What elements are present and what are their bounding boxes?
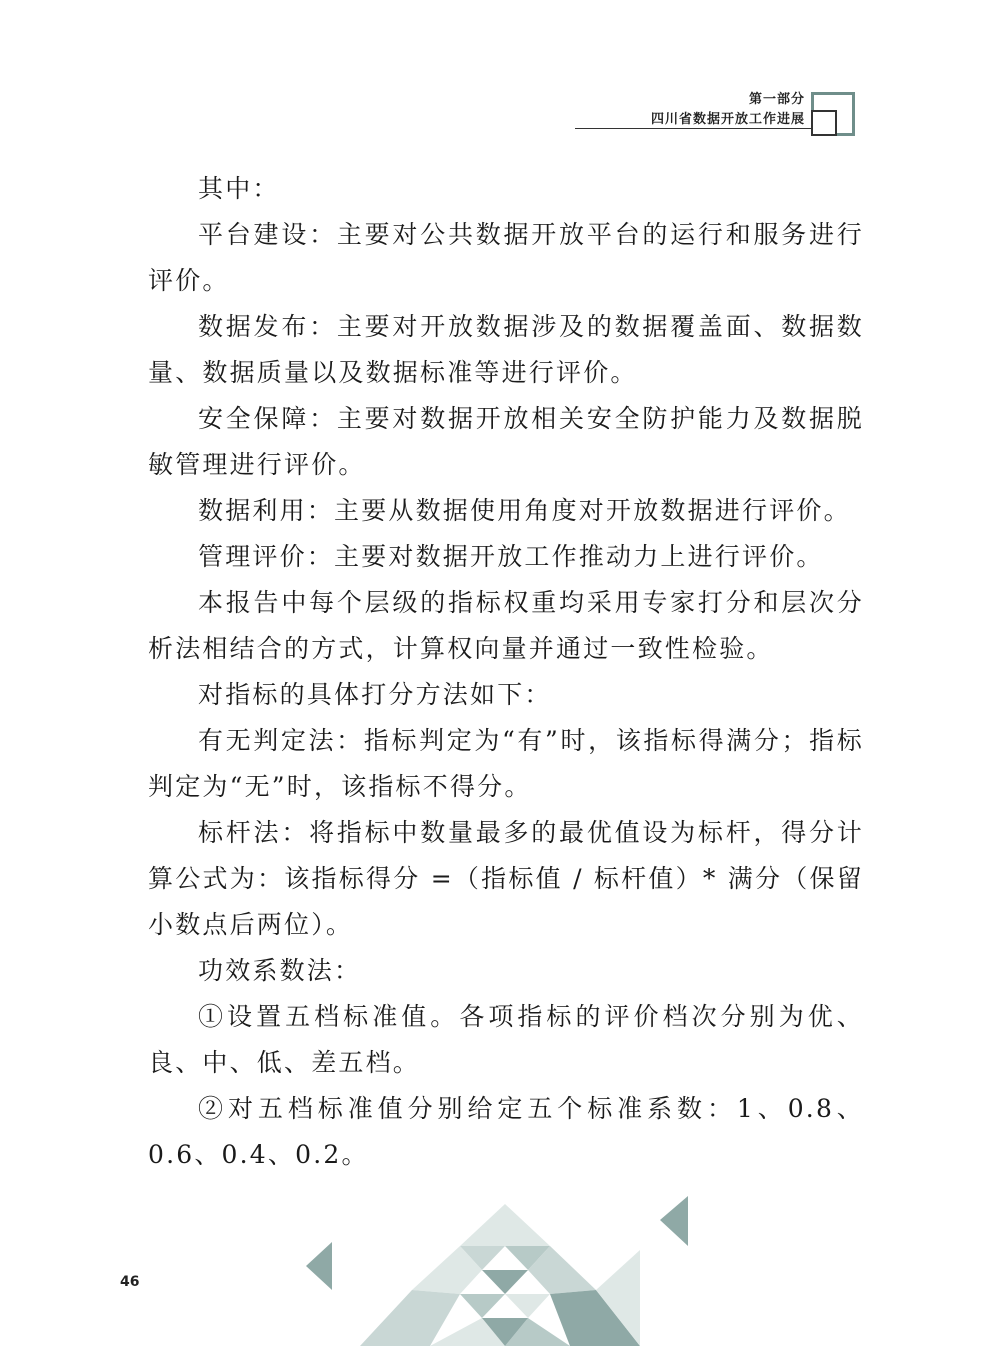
header-inner-square-decoration — [811, 110, 837, 136]
paragraph: ①设置五档标准值。各项指标的评价档次分别为优、良、中、低、差五档。 — [148, 1002, 864, 1077]
deco-triangle-top — [460, 1204, 550, 1246]
header-part-label: 第一部分 — [748, 92, 805, 107]
paragraph: 功效系数法： — [198, 956, 362, 985]
deco-triangle-i — [360, 1290, 460, 1346]
paragraph: 其中： — [198, 174, 280, 203]
deco-triangle-g — [505, 1294, 550, 1318]
deco-triangle-c — [482, 1270, 528, 1294]
deco-triangle-f — [460, 1294, 505, 1318]
paragraph: 本报告中每个层级的指标权重均采用专家打分和层次分析法相结合的方式，计算权向量并通过一致性检验。 — [148, 588, 864, 663]
paragraph: 对指标的具体打分方法如下： — [198, 680, 552, 709]
paragraph: 数据发布：主要对开放数据涉及的数据覆盖面、数据数量、数据质量以及数据标准等进行评价。 — [148, 312, 864, 387]
paragraph: 平台建设：主要对公共数据开放平台的运行和服务进行评价。 — [148, 220, 864, 295]
running-header — [575, 84, 865, 144]
paragraph: 管理评价：主要对数据开放工作推动力上进行评价。 — [198, 542, 824, 571]
triangle-decoration — [300, 1190, 700, 1346]
deco-triangle-right — [660, 1196, 688, 1246]
deco-triangle-left — [306, 1242, 332, 1290]
header-section-title: 四川省数据开放工作进展 — [650, 112, 805, 127]
header-rule — [575, 128, 811, 129]
paragraph: 有无判定法：指标判定为“有”时，该指标得满分；指标判定为“无”时，该指标不得分。 — [148, 726, 864, 801]
paragraph: 安全保障：主要对数据开放相关安全防护能力及数据脱敏管理进行评价。 — [148, 404, 864, 479]
paragraph: 数据利用：主要从数据使用角度对开放数据进行评价。 — [198, 496, 851, 525]
body-text — [148, 166, 864, 1178]
paragraph: ②对五档标准值分别给定五个标准系数：1、0.8、0.6、0.4、0.2。 — [148, 1094, 864, 1169]
paragraph: 标杆法：将指标中数量最多的最优值设为标杆，得分计算公式为：该指标得分 =（指标值 / 标杆值）* 满分（保留小数点后两位）。 — [148, 818, 864, 939]
page-number: 46 — [120, 1274, 140, 1290]
